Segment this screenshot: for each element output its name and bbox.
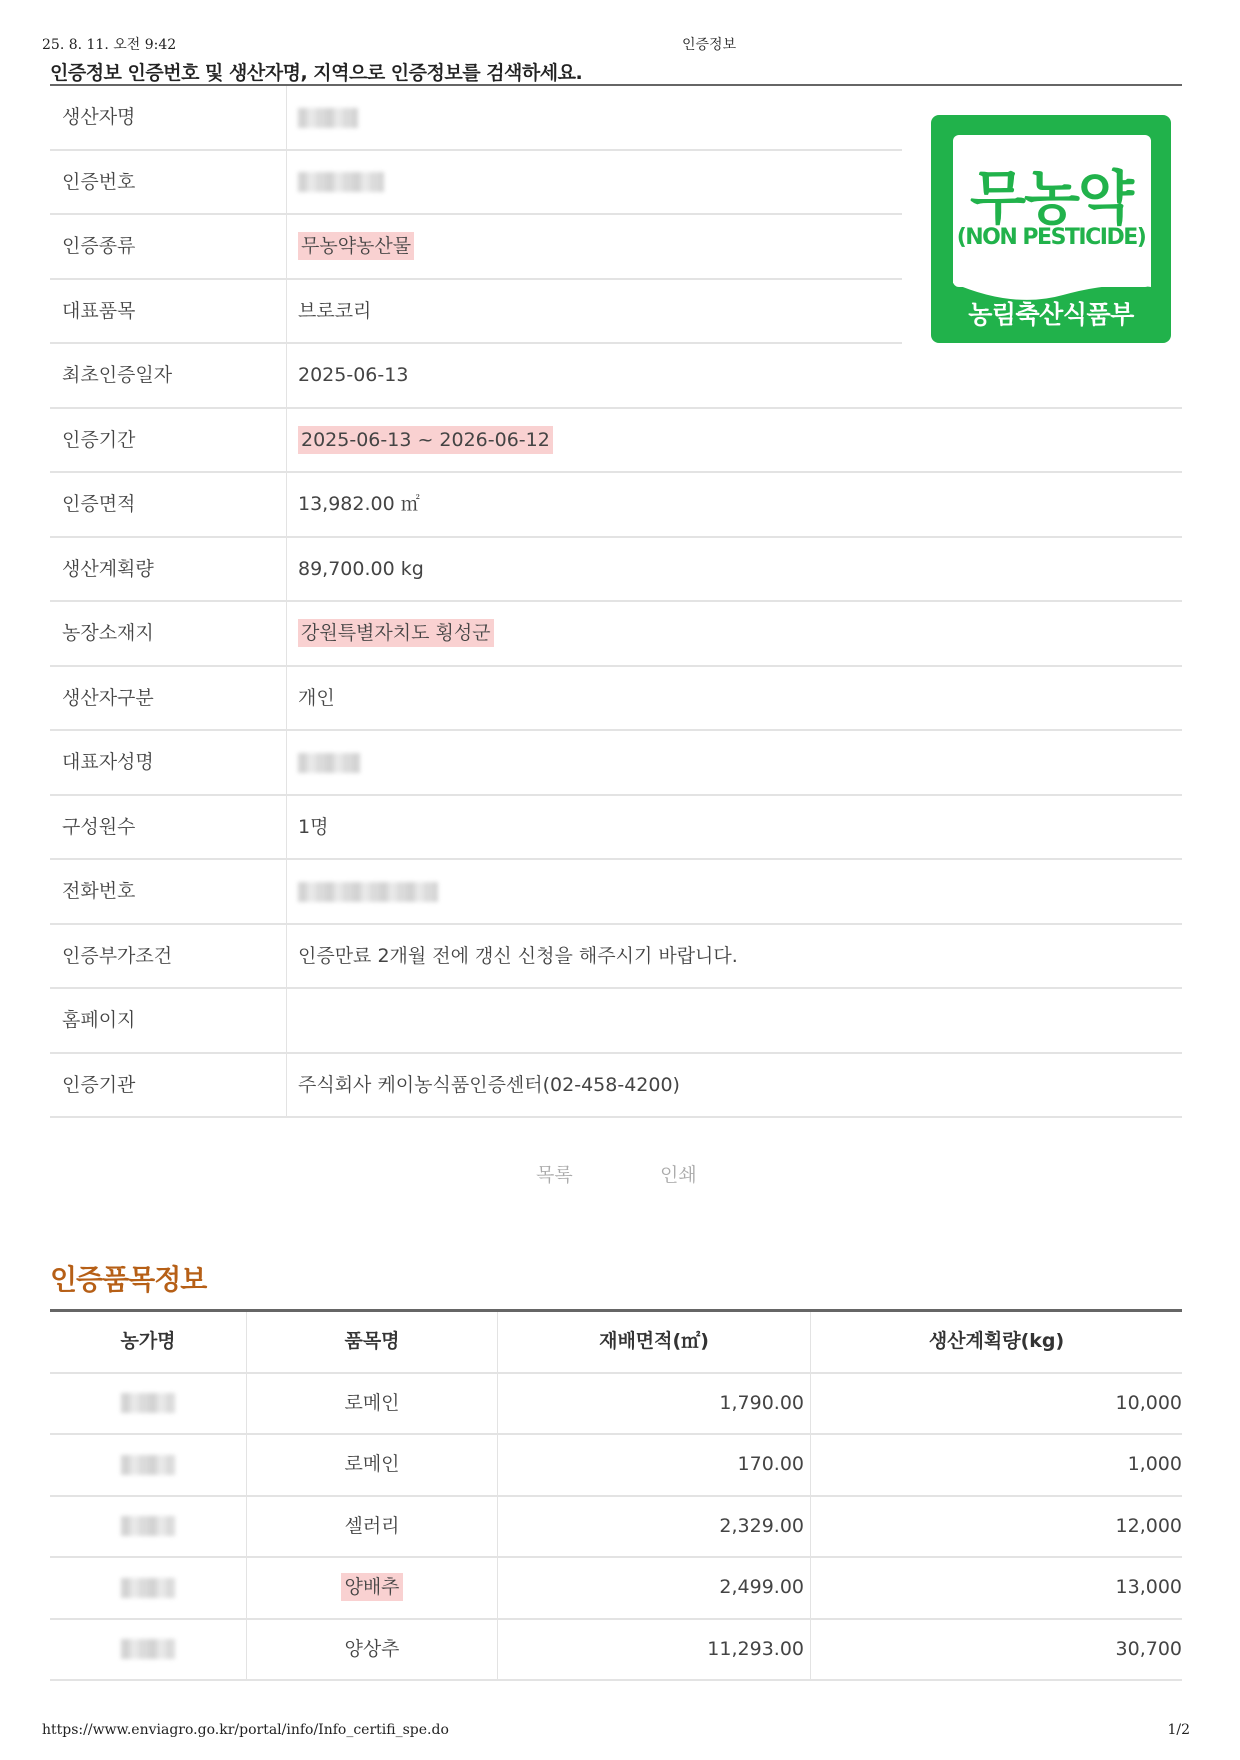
redacted-value [121,1516,175,1536]
items-row [50,1374,1182,1436]
info-value [298,602,494,664]
info-value [298,1054,680,1116]
info-value [298,151,384,213]
cert-mark-issuer: 농림축산식품부 [968,300,1134,329]
cert-mark-subtitle: (NON PESTICIDE) [956,225,1146,250]
info-label: 전화번호 [62,880,136,902]
column-divider [286,731,287,796]
info-value [298,731,360,793]
col-item-name: 품목명 [246,1312,497,1372]
item-name-text: 로메인 [344,1453,400,1475]
info-row [50,409,1182,474]
items-row [50,1497,1182,1559]
col-plan: 생산계획량(kg) [810,1312,1182,1372]
value-text: 89,700.00 kg [298,557,424,580]
area-cell: 2,499.00 [497,1558,810,1618]
item-name-text: 셀러리 [344,1514,400,1537]
area-cell: 170.00 [497,1435,810,1495]
info-row [50,925,1182,990]
items-row [50,1620,1182,1682]
info-label: 인증기관 [62,1073,136,1096]
item-name-cell [246,1620,497,1680]
redacted-value [298,172,384,192]
redacted-value [298,753,360,773]
column-divider [286,344,287,409]
area-cell: 1,790.00 [497,1374,810,1434]
info-value [298,409,553,471]
info-value [298,86,358,148]
farm-name-cell [50,1497,246,1557]
column-divider [286,602,287,667]
plan-cell: 10,000 [810,1374,1182,1434]
items-header-row [50,1312,1182,1374]
column-divider [286,215,287,280]
info-value [298,796,328,858]
column-divider [286,473,287,538]
info-row [50,989,1182,1054]
info-row [50,344,1182,409]
info-label: 생산계획량 [62,557,154,580]
plan-cell: 30,700 [810,1620,1182,1680]
info-value [298,925,738,987]
items-row [50,1558,1182,1620]
item-name-text: 양상추 [344,1637,400,1660]
area-cell: 11,293.00 [497,1620,810,1680]
list-button[interactable]: 목록 [536,1164,573,1186]
info-value [298,473,420,535]
item-name-cell [246,1497,497,1557]
farm-name-cell [50,1374,246,1434]
col-farm-name: 농가명 [120,1330,176,1352]
column-divider [286,925,287,990]
info-label: 농장소재지 [62,622,154,644]
column-divider [286,860,287,925]
column-divider [286,409,287,474]
info-row [50,602,1182,667]
redacted-value [121,1578,175,1598]
farm-name-cell [50,1620,246,1680]
info-label: 대표품목 [62,299,136,322]
info-label: 생산자구분 [62,686,154,709]
info-row [50,796,1182,861]
info-row [50,1054,1182,1119]
col-area: 재배면적(㎡) [497,1312,810,1372]
info-label: 인증종류 [62,235,136,257]
redacted-value [298,108,358,128]
page-url: https://www.enviagro.go.kr/portal/info/Info_certifi_spe.do [42,1722,449,1738]
info-label: 대표자성명 [62,751,154,773]
info-label: 홈페이지 [62,1009,136,1031]
info-row [50,538,1182,603]
value-text: 13,982.00 ㎡ [298,493,420,515]
area-cell: 2,329.00 [497,1497,810,1557]
value-text: 브로코리 [298,299,372,322]
item-name-text: 양배추 [341,1573,402,1601]
info-value [298,215,414,277]
column-divider [286,151,287,216]
info-row [50,731,1182,796]
info-value [298,667,335,729]
page-number: 1/2 [1167,1722,1190,1738]
info-label: 최초인증일자 [62,364,173,386]
info-label: 생산자명 [62,106,136,128]
items-section-title: 인증품목정보 [50,1263,207,1296]
plan-cell: 13,000 [810,1558,1182,1618]
highlighted-value: 무농약농산물 [298,232,414,260]
column-divider [286,796,287,861]
info-value [298,280,371,342]
value-text: 2025-06-13 [298,364,409,386]
info-value [298,860,438,922]
info-value [298,344,408,406]
info-label: 인증면적 [62,493,136,515]
farm-name-cell [50,1558,246,1618]
value-text: 주식회사 케이농식품인증센터(02-458-4200) [298,1073,680,1096]
non-pesticide-cert-mark [931,115,1171,343]
print-title: 인증정보 [682,37,737,53]
item-name-cell [246,1435,497,1495]
info-row [50,860,1182,925]
items-row [50,1435,1182,1497]
info-label: 구성원수 [62,815,136,838]
info-value [298,538,424,600]
redacted-value [298,882,438,902]
column-divider [286,667,287,732]
column-divider [286,538,287,603]
cert-mark-title: 무농약 [969,164,1133,232]
info-label: 인증기간 [62,428,136,451]
column-divider [286,280,287,345]
column-divider [286,989,287,1054]
farm-name-cell [50,1435,246,1495]
cert-items-table [50,1309,1182,1681]
print-footer [42,1722,1198,1742]
highlighted-value: 2025-06-13 ~ 2026-06-12 [298,426,553,454]
value-text: 인증만료 2개월 전에 갱신 신청을 해주시기 바랍니다. [298,944,738,967]
action-links [0,1160,1240,1188]
print-datetime: 25. 8. 11. 오전 9:42 [42,37,177,53]
info-label: 인증부가조건 [62,944,173,967]
info-label: 인증번호 [62,170,136,193]
item-name-cell [246,1558,497,1618]
highlighted-value: 강원특별자치도 횡성군 [298,619,494,647]
print-button[interactable]: 인쇄 [660,1164,697,1186]
value-text: 개인 [298,686,335,709]
row-divider [50,1116,1182,1118]
redacted-value [121,1393,175,1413]
plan-cell: 1,000 [810,1435,1182,1495]
info-row [50,667,1182,732]
value-text: 1명 [298,815,329,838]
info-row [50,473,1182,538]
redacted-value [121,1639,175,1659]
intro-text: 인증정보 인증번호 및 생산자명, 지역으로 인증정보를 검색하세요. [50,58,1182,86]
item-name-cell [246,1374,497,1434]
column-divider [286,1054,287,1119]
column-divider [286,86,287,151]
item-name-text: 로메인 [344,1391,400,1414]
print-header [42,34,1198,54]
redacted-value [121,1455,175,1475]
plan-cell: 12,000 [810,1497,1182,1557]
